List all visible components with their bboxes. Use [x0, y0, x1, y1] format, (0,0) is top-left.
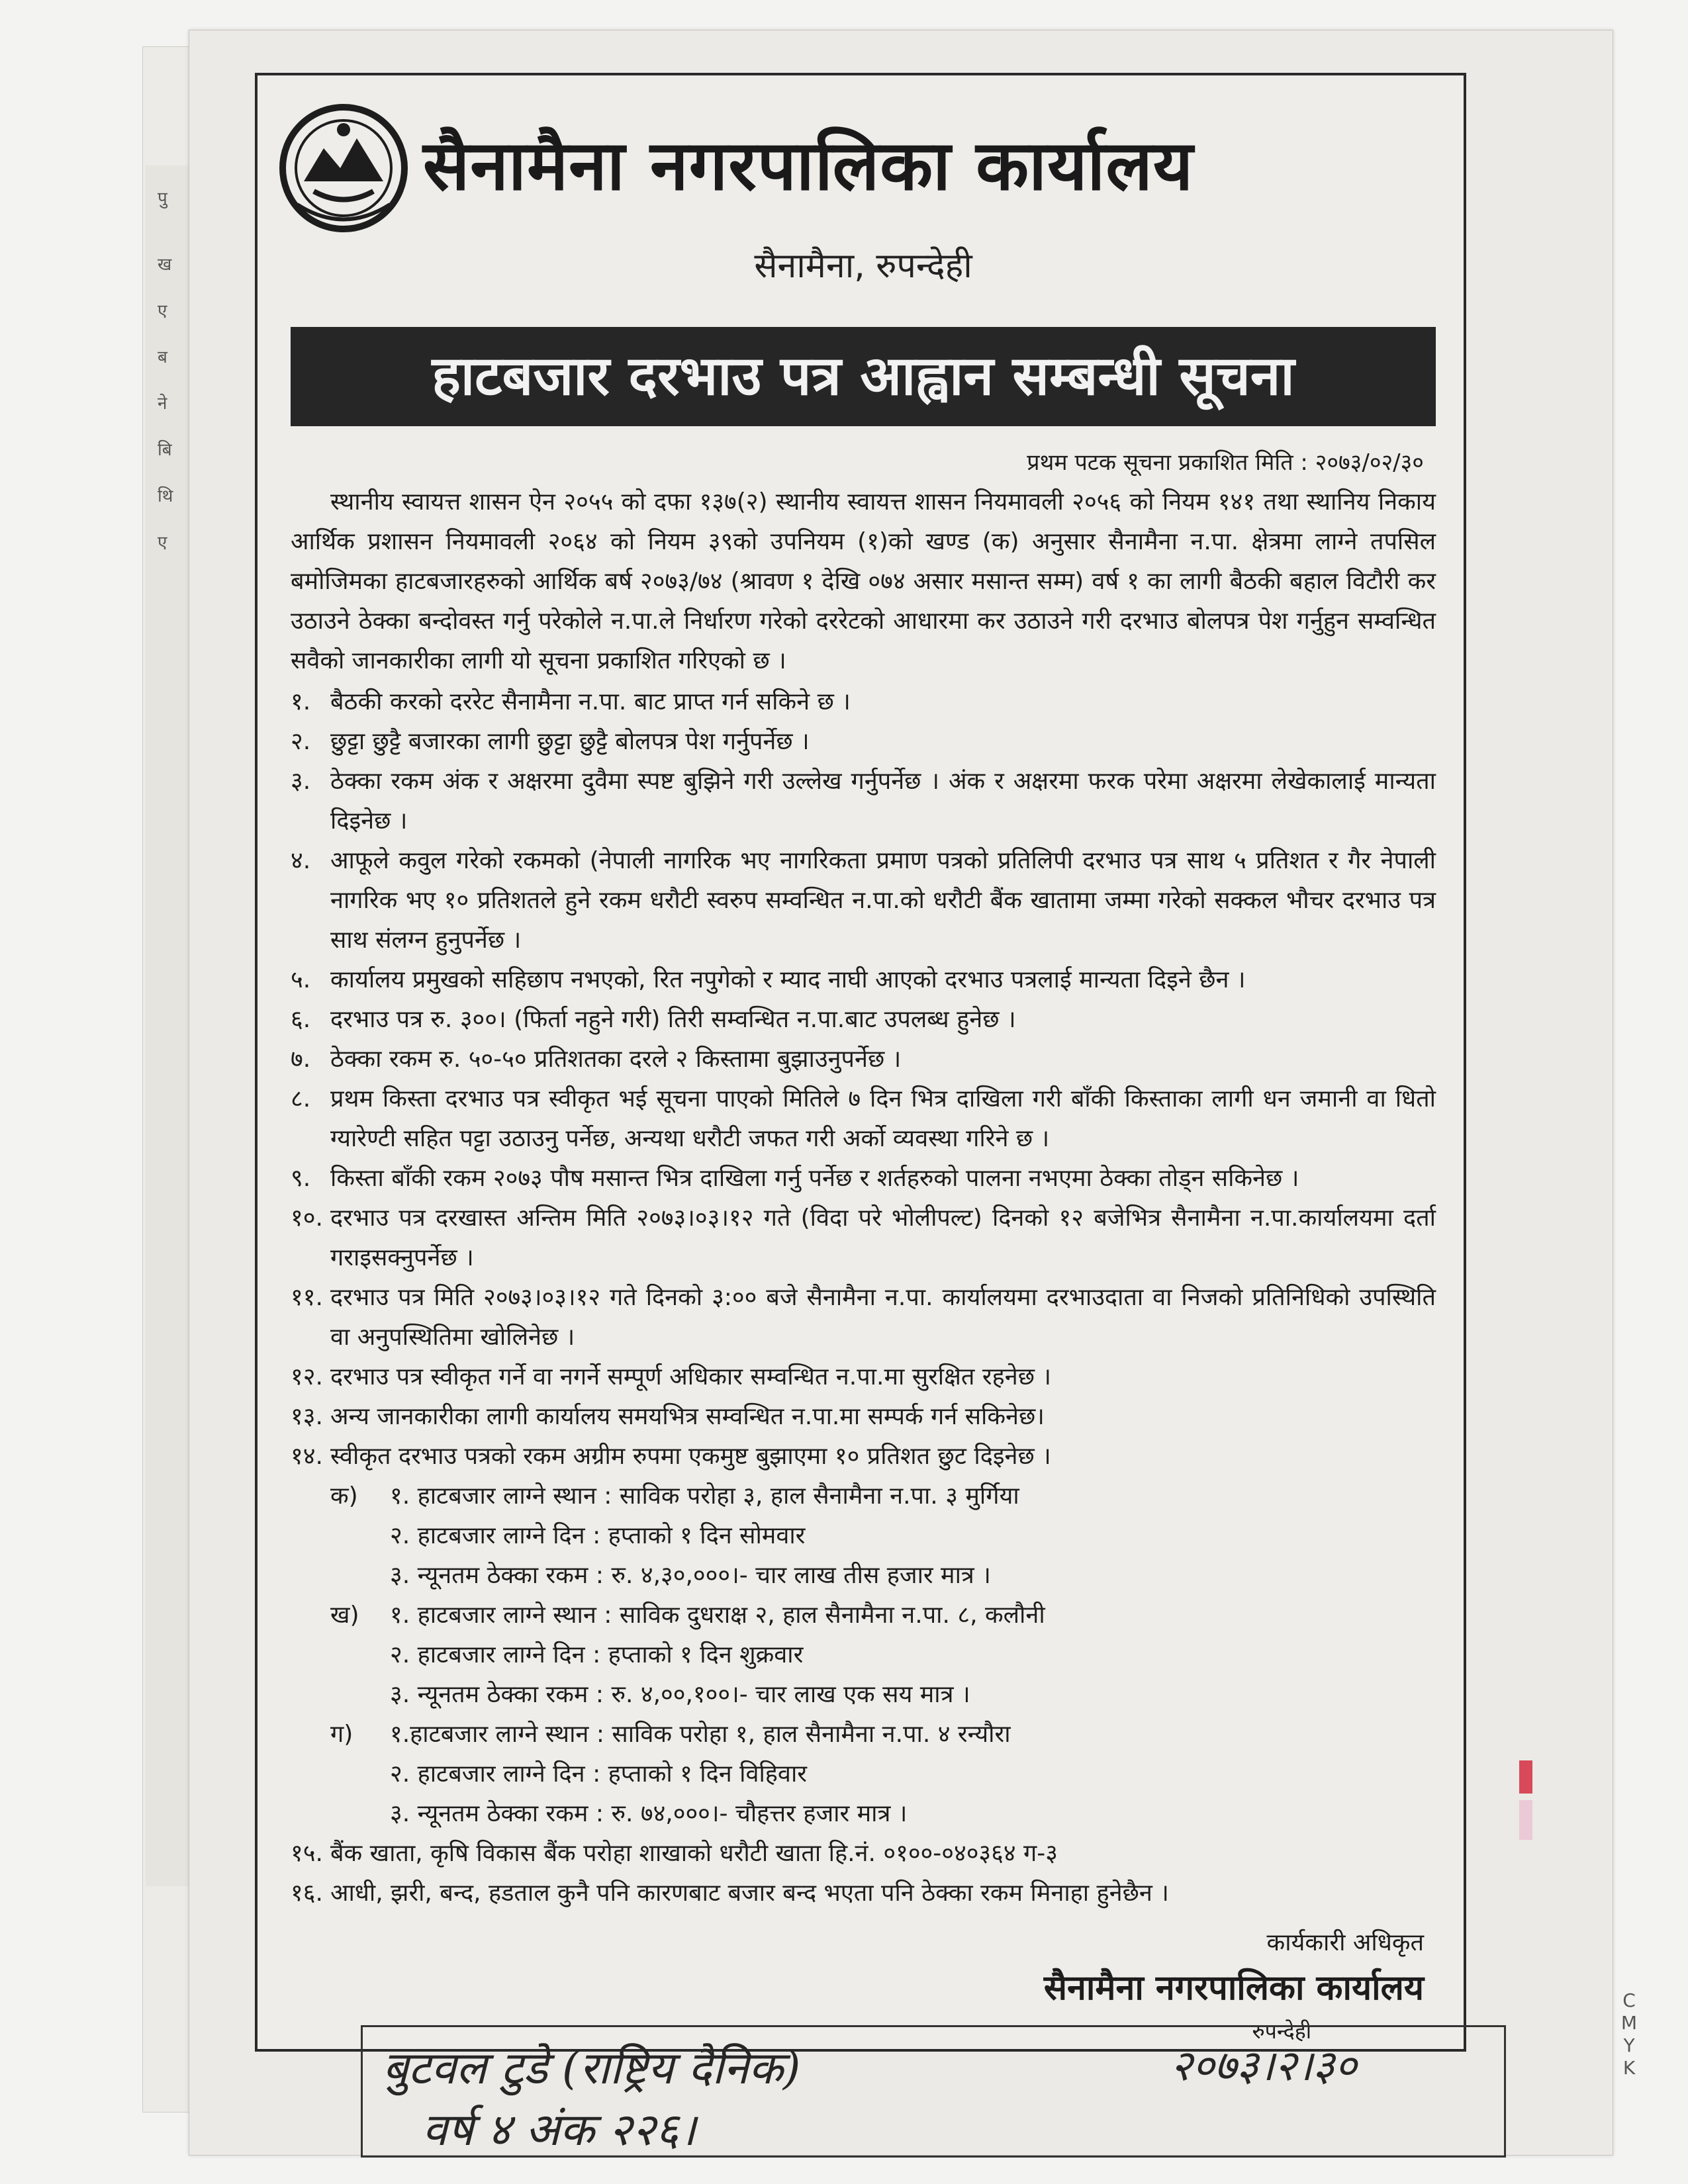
list-item: [291, 1159, 1436, 1199]
item-text: छुट्टा छुट्टै बजारका लागी छुट्टा छुट्टै बोलपत्र पेश गर्नुपर्नेछ ।: [330, 728, 810, 755]
item-number: १६.: [291, 1880, 323, 1907]
closing-list: [291, 1834, 1436, 1913]
market-text: ३. न्यूनतम ठेक्का रकम : रु. ४,००,१००।- चार लाख एक सय मात्र ।: [390, 1681, 970, 1708]
item-number: १.: [291, 688, 311, 715]
list-item: [291, 1834, 1436, 1874]
market-label: ग): [330, 1721, 353, 1748]
item-text: बैंक खाता, कृषि विकास बैंक परोहा शाखाको धरौटी खाता हि.नं. ०१००-०४०३६४ ग-३: [330, 1840, 1058, 1867]
market-label: क): [330, 1482, 358, 1510]
market-line: [330, 1635, 1436, 1675]
market-line: [330, 1675, 1436, 1715]
list-item: [291, 1199, 1436, 1278]
item-text: ठेक्का रकम अंक र अक्षरमा दुवैमा स्पष्ट बुझिने गरी उल्लेख गर्नुपर्नेछ । अंक र अक्षरमा फरक परेमा अक्षरमा लेखेकालाई मान्यता दिइनेछ ।: [330, 768, 1436, 835]
market-line: [330, 1477, 1436, 1516]
list-item: [291, 1437, 1436, 1477]
market-details: [330, 1477, 1436, 1834]
list-item: [291, 1397, 1436, 1437]
item-text: अन्य जानकारीका लागी कार्यालय समयभित्र सम्वन्धित न.पा.मा सम्पर्क गर्न सकिनेछ।: [330, 1403, 1045, 1430]
item-number: १०.: [291, 1205, 323, 1232]
item-number: ३.: [291, 768, 311, 795]
notice-frame: [255, 73, 1466, 2052]
office-location: सैनामैना, रुपन्देही: [754, 246, 972, 286]
list-item: [291, 1278, 1436, 1357]
item-text: दरभाउ पत्र रु. ३००। (फिर्ता नहुने गरी) तिरी सम्वन्धित न.पा.बाट उपलब्ध हुनेछ ।: [330, 1006, 1016, 1033]
item-number: ९.: [291, 1165, 311, 1192]
market-line: [330, 1715, 1436, 1754]
list-item: [291, 762, 1436, 841]
handwritten-annotation-box: [361, 2025, 1506, 2158]
color-strip-red: [1519, 1760, 1532, 1794]
handwritten-source: बुटवल टुडे (राष्ट्रिय दैनिक): [383, 2042, 801, 2095]
list-item: [291, 1874, 1436, 1913]
item-text: आधी, झरी, बन्द, हडताल कुनै पनि कारणबाट बजार बन्द भएता पनि ठेक्का रकम मिनाहा हुनेछैन ।: [330, 1880, 1169, 1907]
market-text: २. हाटबजार लाग्ने दिन : हप्ताको १ दिन शुक्रवार: [390, 1641, 804, 1668]
item-text: ठेक्का रकम रु. ५०-५० प्रतिशतका दरले २ किस्तामा बुझाउनुपर्नेछ ।: [330, 1046, 902, 1073]
list-item: [291, 722, 1436, 762]
item-number: ११.: [291, 1284, 323, 1311]
item-text: आफूले कवुल गरेको रकमको (नेपाली नागरिक भए नागरिकता प्रमाण पत्रको प्रतिलिपी दरभाउ पत्र साथ ५ प्रतिशत र गैर नेपाली नागरिक भए १० प्रतिशतले हुने रकम धरौटी स्वरुप सम्वन्धित न.पा.को धरौटी बैंक खातामा जम्मा गरेको सक्कल भौचर दरभाउ पत्र साथ संलग्न हुनुपर्नेछ ।: [330, 847, 1436, 954]
color-strip-pink: [1519, 1800, 1532, 1840]
item-text: स्वीकृत दरभाउ पत्रको रकम अग्रीम रुपमा एकमुष्ट बुझाएमा १० प्रतिशत छुट दिइनेछ ।: [330, 1443, 1051, 1470]
list-item: [291, 682, 1436, 722]
signatory-office: सैनामैना नगरपालिका कार्यालय: [1043, 1968, 1424, 2008]
item-number: १५.: [291, 1840, 323, 1867]
market-line: [330, 1556, 1436, 1596]
intro-paragraph: स्थानीय स्वायत्त शासन ऐन २०५५ को दफा १३७(२) स्थानीय स्वायत्त शासन नियमावली २०५६ को नियम १४१ तथा स्थानिय निकाय आर्थिक प्रशासन नियमावली २०६४ को नियम ३९को उपनियम (१)को खण्ड (क) अनुसार सैनामैना न.पा. क्षेत्रमा लाग्ने तपसिल बमोजिमका हाटबजारहरुको आर्थिक बर्ष २०७३/७४ (श्रावण १ देखि ०७४ असार मसान्त सम्म) वर्ष १ का लागी बैठकी बहाल विटौरी कर उठाउने ठेक्का बन्दोवस्त गर्नु परेकोले न.पा.ले निर्धारण गरेको दररेटको आधारमा कर उठाउने गरी दरभाउ बोलपत्र पेश गर्नुहुन सम्वन्धित सवैको जानकारीका लागी यो सूचना प्रकाशित गरिएको छ ।: [291, 488, 1436, 674]
signatory-place: रुपन्देही: [1252, 2019, 1311, 2044]
market-line: [330, 1794, 1436, 1834]
item-number: १४.: [291, 1443, 323, 1470]
item-number: ७.: [291, 1046, 311, 1073]
office-title: सैनामैना नगरपालिका कार्यालय: [423, 125, 1194, 206]
publication-date: प्रथम पटक सूचना प्रकाशित मिति : २०७३/०२/३०: [1027, 449, 1424, 476]
item-number: ५.: [291, 966, 311, 993]
item-text: दरभाउ पत्र स्वीकृत गर्ने वा नगर्ने सम्पूर्ण अधिकार सम्वन्धित न.पा.मा सुरक्षित रहनेछ ।: [330, 1363, 1052, 1390]
market-line: [330, 1754, 1436, 1794]
list-item: [291, 1000, 1436, 1040]
item-number: ८.: [291, 1085, 311, 1113]
market-text: ३. न्यूनतम ठेक्का रकम : रु. ४,३०,०००।- चार लाख तीस हजार मात्र ।: [390, 1562, 991, 1589]
item-text: बैठकी करको दररेट सैनामैना न.पा. बाट प्राप्त गर्न सकिने छ ।: [330, 688, 851, 715]
item-number: १३.: [291, 1403, 323, 1430]
market-line: [330, 1596, 1436, 1635]
item-number: १२.: [291, 1363, 323, 1390]
market-text: २. हाटबजार लाग्ने दिन : हप्ताको १ दिन सोमवार: [390, 1522, 806, 1549]
handwritten-issue: वर्ष ४ अंक २२६।: [422, 2104, 696, 2156]
item-text: प्रथम किस्ता दरभाउ पत्र स्वीकृत भई सूचना पाएको मितिले ७ दिन भित्र दाखिला गरी बाँकी किस्ताका लागी धन जमानी वा धितो ग्यारेण्टी सहित पट्टा उठाउनु पर्नेछ, अन्यथा धरौटी जफत गरी अर्को व्यवस्था गरिने छ ।: [330, 1085, 1436, 1152]
list-item: [291, 960, 1436, 1000]
list-item: [291, 1079, 1436, 1159]
nepal-government-emblem-icon: [277, 102, 410, 234]
list-item: [291, 1357, 1436, 1397]
conditions-list: [291, 682, 1436, 1477]
list-item: [291, 841, 1436, 960]
item-text: किस्ता बाँकी रकम २०७३ पौष मसान्त भित्र दाखिला गर्नु पर्नेछ र शर्तहरुको पालना नभएमा ठेक्का तोड्न सकिनेछ ।: [330, 1165, 1299, 1192]
market-text: १.हाटबजार लाग्ने स्थान : साविक परोहा १, हाल सैनामैना न.पा. ४ रन्यौरा: [390, 1721, 1011, 1748]
market-label: ख): [330, 1602, 359, 1629]
market-text: १. हाटबजार लाग्ने स्थान : साविक परोहा ३, हाल सैनामैना न.पा. ३ मुर्गिया: [390, 1482, 1019, 1510]
item-number: २.: [291, 728, 311, 755]
handwritten-date: २०७३।२।३०: [1170, 2042, 1357, 2091]
signatory-role: कार्यकारी अधिकृत: [1266, 1929, 1424, 1956]
notice-body: [291, 482, 1436, 1913]
adjacent-page-edge: पु ख ए ब ने बि थि ए: [146, 165, 206, 1886]
item-number: ६.: [291, 1006, 311, 1033]
item-text: दरभाउ पत्र दरखास्त अन्तिम मिति २०७३।०३।१२ गते (विदा परे भोलीपल्ट) दिनको १२ बजेभित्र सैनामैना न.पा.कार्यालयमा दर्ता गराइसक्नुपर्नेछ ।: [330, 1205, 1436, 1271]
notice-title-banner: हाटबजार दरभाउ पत्र आह्वान सम्बन्धी सूचना: [291, 327, 1436, 426]
item-text: कार्यालय प्रमुखको सहिछाप नभएको, रित नपुगेको र म्याद नाघी आएको दरभाउ पत्रलाई मान्यता दिइने छैन ।: [330, 966, 1246, 993]
list-item: [291, 1040, 1436, 1079]
market-text: ३. न्यूनतम ठेक्का रकम : रु. ७४,०००।- चौहत्तर हजार मात्र ।: [390, 1800, 908, 1827]
cmyk-print-marks: C M Y K: [1620, 1989, 1638, 2079]
item-number: ४.: [291, 847, 311, 874]
market-text: २. हाटबजार लाग्ने दिन : हप्ताको १ दिन विहिवार: [390, 1760, 807, 1788]
market-text: १. हाटबजार लाग्ने स्थान : साविक दुधराक्ष २, हाल सैनामैना न.पा. ८, कलौनी: [390, 1602, 1045, 1629]
market-line: [330, 1516, 1436, 1556]
item-text: दरभाउ पत्र मिति २०७३।०३।१२ गते दिनको ३:०० बजे सैनामैना न.पा. कार्यालयमा दरभाउदाता वा निजको प्रतिनिधिको उपस्थिति वा अनुपस्थितिमा खोलिनेछ ।: [330, 1284, 1436, 1351]
